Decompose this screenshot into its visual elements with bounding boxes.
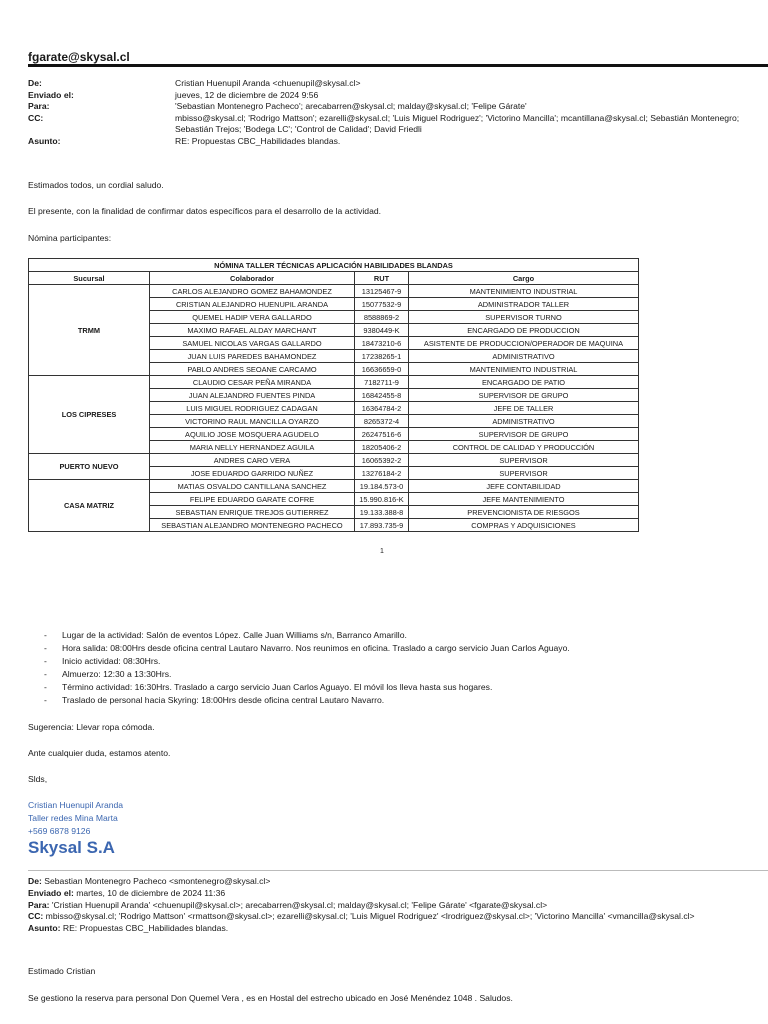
- list-item-text: Inicio actividad: 08:30Hrs.: [62, 656, 161, 666]
- rut-cell: 19.133.388-8: [355, 506, 409, 519]
- rut-cell: 18205406-2: [355, 441, 409, 454]
- prev-from-label: De:: [28, 876, 42, 886]
- rut-cell: 16842455-8: [355, 389, 409, 402]
- prev-subject: RE: Propuestas CBC_Habilidades blandas.: [62, 923, 229, 934]
- collaborator-cell: SEBASTIAN ALEJANDRO MONTENEGRO PACHECO: [150, 519, 355, 532]
- column-header: RUT: [355, 272, 409, 285]
- header-label: Para:: [28, 101, 50, 111]
- page-number: 1: [380, 548, 384, 555]
- cargo-cell: COMPRAS Y ADQUISICIONES: [409, 519, 639, 532]
- header-row: [28, 113, 768, 136]
- dash-bullet-icon: -: [44, 669, 47, 679]
- list-item: [44, 668, 764, 681]
- collaborator-cell: JUAN ALEJANDRO FUENTES PINDA: [150, 389, 355, 402]
- rut-cell: 7182711-9: [355, 376, 409, 389]
- dash-bullet-icon: -: [44, 643, 47, 653]
- rut-cell: 16636659-0: [355, 363, 409, 376]
- list-item: [44, 681, 764, 694]
- header-label: De:: [28, 78, 42, 88]
- signature-phone: +569 6878 9126: [28, 826, 91, 836]
- rut-cell: 19.184.573-0: [355, 480, 409, 493]
- header-value: jueves, 12 de diciembre de 2024 9:56: [175, 89, 319, 100]
- header-row: [28, 90, 768, 102]
- rut-cell: 8265372-4: [355, 415, 409, 428]
- dash-bullet-icon: -: [44, 695, 47, 705]
- collaborator-cell: CLAUDIO CESAR PEÑA MIRANDA: [150, 376, 355, 389]
- collaborator-cell: AQUILIO JOSE MOSQUERA AGUDELO: [150, 428, 355, 441]
- list-item-text: Hora salida: 08:00Hrs desde oficina central Lautaro Navarro. Nos reunimos en oficina. Traslado a cargo servicio Juan Carlos Aguayo.: [62, 643, 570, 653]
- cargo-cell: ADMINISTRATIVO: [409, 350, 639, 363]
- header-divider: [28, 64, 768, 67]
- table-row: [29, 480, 639, 493]
- rut-cell: 13276184-2: [355, 467, 409, 480]
- collaborator-cell: PABLO ANDRES SEOANE CARCAMO: [150, 363, 355, 376]
- header-value: mbisso@skysal.cl; 'Rodrigo Mattson'; ezarelli@skysal.cl; 'Luis Miguel Rodriguez'; 'Victorino Mancilla'; mcantillana@skysal.cl; Sebastián Montenegro; Sebastián Trejos; 'Bodega LC'; 'Control de Calidad'; David Friedli: [175, 112, 740, 134]
- signature-role: Taller redes Mina Marta: [28, 813, 118, 823]
- header-label: CC:: [28, 112, 44, 123]
- cargo-cell: JEFE CONTABILIDAD: [409, 480, 639, 493]
- header-row: [28, 101, 768, 113]
- cargo-cell: ENCARGADO DE PRODUCCION: [409, 324, 639, 337]
- sucursal-cell: CASA MATRIZ: [29, 480, 150, 532]
- signature-name: Cristian Huenupil Aranda: [28, 800, 124, 810]
- rut-cell: 15077532-9: [355, 298, 409, 311]
- cargo-cell: PREVENCIONISTA DE RIESGOS: [409, 506, 639, 519]
- email-header: [28, 78, 768, 147]
- sucursal-cell: LOS CIPRESES: [29, 376, 150, 454]
- list-item: [44, 629, 764, 642]
- header-label: Asunto:: [28, 135, 61, 146]
- regards: Slds,: [28, 774, 48, 784]
- cargo-cell: JEFE MANTENIMIENTO: [409, 493, 639, 506]
- prev-to-label: Para:: [28, 899, 50, 910]
- prev-cc: mbisso@skysal.cl; 'Rodrigo Mattson' <rmattson@skysal.cl>; ezarelli@skysal.cl; 'Luis Miguel Rodriguez' <lrodriguez@skysal.cl>; 'Victorino Mancilla' <vmancilla@skysal.cl>: [45, 911, 695, 922]
- prev-cc-label: CC:: [28, 911, 44, 922]
- dash-bullet-icon: -: [44, 656, 47, 666]
- suggestion: Sugerencia: Llevar ropa cómoda.: [28, 722, 155, 732]
- cargo-cell: CONTROL DE CALIDAD Y PRODUCCIÓN: [409, 441, 639, 454]
- table-title: NÓMINA TALLER TÉCNICAS APLICACIÓN HABILIDADES BLANDAS: [29, 259, 639, 272]
- cargo-cell: JEFE DE TALLER: [409, 402, 639, 415]
- list-item-text: Término actividad: 16:30Hrs. Traslado a cargo servicio Juan Carlos Aguayo. El móvil los lleva hasta sus hogares.: [62, 682, 493, 692]
- collaborator-cell: MAXIMO RAFAEL ALDAY MARCHANT: [150, 324, 355, 337]
- column-header: Cargo: [409, 272, 639, 285]
- header-row: [28, 78, 768, 90]
- collaborator-cell: LUIS MIGUEL RODRIGUEZ CADAGAN: [150, 402, 355, 415]
- list-item: [44, 655, 764, 668]
- header-value: Cristian Huenupil Aranda <chuenupil@skysal.cl>: [175, 78, 361, 88]
- collaborator-cell: FELIPE EDUARDO GARATE COFRE: [150, 493, 355, 506]
- collaborator-cell: MARIA NELLY HERNANDEZ AGUILA: [150, 441, 355, 454]
- previous-message-divider: [28, 870, 768, 871]
- list-item-text: Traslado de personal hacia Skyring: 18:00Hrs desde oficina central Lautaro Navarro.: [62, 695, 385, 705]
- table-row: [29, 376, 639, 389]
- prev-sent-label: Enviado el:: [28, 887, 74, 898]
- list-item: [44, 642, 764, 655]
- collaborator-cell: CRISTIAN ALEJANDRO HUENUPIL ARANDA: [150, 298, 355, 311]
- collaborator-cell: SEBASTIAN ENRIQUE TREJOS GUTIERREZ: [150, 506, 355, 519]
- collaborator-cell: JUAN LUIS PAREDES BAHAMONDEZ: [150, 350, 355, 363]
- header-label: Enviado el:: [28, 89, 74, 100]
- rut-cell: 18473210-6: [355, 337, 409, 350]
- rut-cell: 16065392-2: [355, 454, 409, 467]
- rut-cell: 26247516-6: [355, 428, 409, 441]
- list-item-text: Lugar de la actividad: Salón de eventos López. Calle Juan Williams s/n, Barranco Amarillo.: [62, 630, 407, 640]
- greeting: Estimados todos, un cordial saludo.: [28, 180, 164, 190]
- previous-message-header: [28, 876, 748, 935]
- dash-bullet-icon: -: [44, 682, 47, 692]
- rut-cell: 9380449-K: [355, 324, 409, 337]
- header-value: RE: Propuestas CBC_Habilidades blandas.: [175, 135, 341, 146]
- collaborator-cell: QUEMEL HADIP VERA GALLARDO: [150, 311, 355, 324]
- collaborator-cell: MATIAS OSVALDO CANTILLANA SANCHEZ: [150, 480, 355, 493]
- rut-cell: 8588869-2: [355, 311, 409, 324]
- column-header: Colaborador: [150, 272, 355, 285]
- rut-cell: 16364784-2: [355, 402, 409, 415]
- cargo-cell: SUPERVISOR DE GRUPO: [409, 389, 639, 402]
- table-row: [29, 285, 639, 298]
- cargo-cell: MANTENIMIENTO INDUSTRIAL: [409, 285, 639, 298]
- rut-cell: 17238265-1: [355, 350, 409, 363]
- rut-cell: 15.990.816-K: [355, 493, 409, 506]
- column-header: Sucursal: [29, 272, 150, 285]
- participants-table: [28, 258, 639, 532]
- rut-cell: 13125467-9: [355, 285, 409, 298]
- table-row: [29, 454, 639, 467]
- company-logo-text: Skysal S.A: [28, 838, 115, 857]
- list-item-text: Almuerzo: 12:30 a 13:30Hrs.: [62, 669, 172, 679]
- rut-cell: 17.893.735-9: [355, 519, 409, 532]
- collaborator-cell: ANDRES CARO VERA: [150, 454, 355, 467]
- prev-greeting: Estimado Cristian: [28, 966, 96, 976]
- attentive-line: Ante cualquier duda, estamos atento.: [28, 748, 171, 758]
- cargo-cell: MANTENIMIENTO INDUSTRIAL: [409, 363, 639, 376]
- list-item: [44, 694, 764, 707]
- prev-subject-label: Asunto:: [28, 923, 61, 934]
- nomina-label: Nómina participantes:: [28, 233, 112, 243]
- collaborator-cell: CARLOS ALEJANDRO GOMEZ BAHAMONDEZ: [150, 285, 355, 298]
- cargo-cell: ASISTENTE DE PRODUCCION/OPERADOR DE MAQUINA: [409, 337, 639, 350]
- intro-paragraph: El presente, con la finalidad de confirmar datos específicos para el desarrollo de la actividad.: [28, 206, 382, 216]
- prev-to: 'Cristian Huenupil Aranda' <chuenupil@skysal.cl>; arecabarren@skysal.cl; malday@skysal.cl; 'Felipe Gárate' <fgarate@skysal.cl>: [51, 899, 548, 910]
- cargo-cell: SUPERVISOR: [409, 454, 639, 467]
- cargo-cell: ENCARGADO DE PATIO: [409, 376, 639, 389]
- cargo-cell: SUPERVISOR: [409, 467, 639, 480]
- dash-bullet-icon: -: [44, 630, 47, 640]
- cargo-cell: ADMINISTRADOR TALLER: [409, 298, 639, 311]
- cargo-cell: SUPERVISOR DE GRUPO: [409, 428, 639, 441]
- collaborator-cell: JOSE EDUARDO GARRIDO NUÑEZ: [150, 467, 355, 480]
- sucursal-cell: TRMM: [29, 285, 150, 376]
- prev-body: Se gestiono la reserva para personal Don Quemel Vera , es en Hostal del estrecho ubicado en José Menéndez 1048 . Saludos.: [28, 993, 513, 1003]
- collaborator-cell: SAMUEL NICOLAS VARGAS GALLARDO: [150, 337, 355, 350]
- cargo-cell: ADMINISTRATIVO: [409, 415, 639, 428]
- prev-from: Sebastian Montenegro Pacheco <smontenegro@skysal.cl>: [44, 876, 271, 886]
- collaborator-cell: VICTORINO RAUL MANCILLA OYARZO: [150, 415, 355, 428]
- header-value: 'Sebastian Montenegro Pacheco'; arecabarren@skysal.cl; malday@skysal.cl; 'Felipe Gárate': [175, 101, 527, 111]
- header-row: [28, 136, 768, 148]
- prev-sent: martes, 10 de diciembre de 2024 11:36: [76, 887, 226, 898]
- cargo-cell: SUPERVISOR TURNO: [409, 311, 639, 324]
- mailbox-owner: fgarate@skysal.cl: [28, 50, 130, 64]
- sucursal-cell: PUERTO NUEVO: [29, 454, 150, 480]
- activity-details-list: [44, 629, 764, 707]
